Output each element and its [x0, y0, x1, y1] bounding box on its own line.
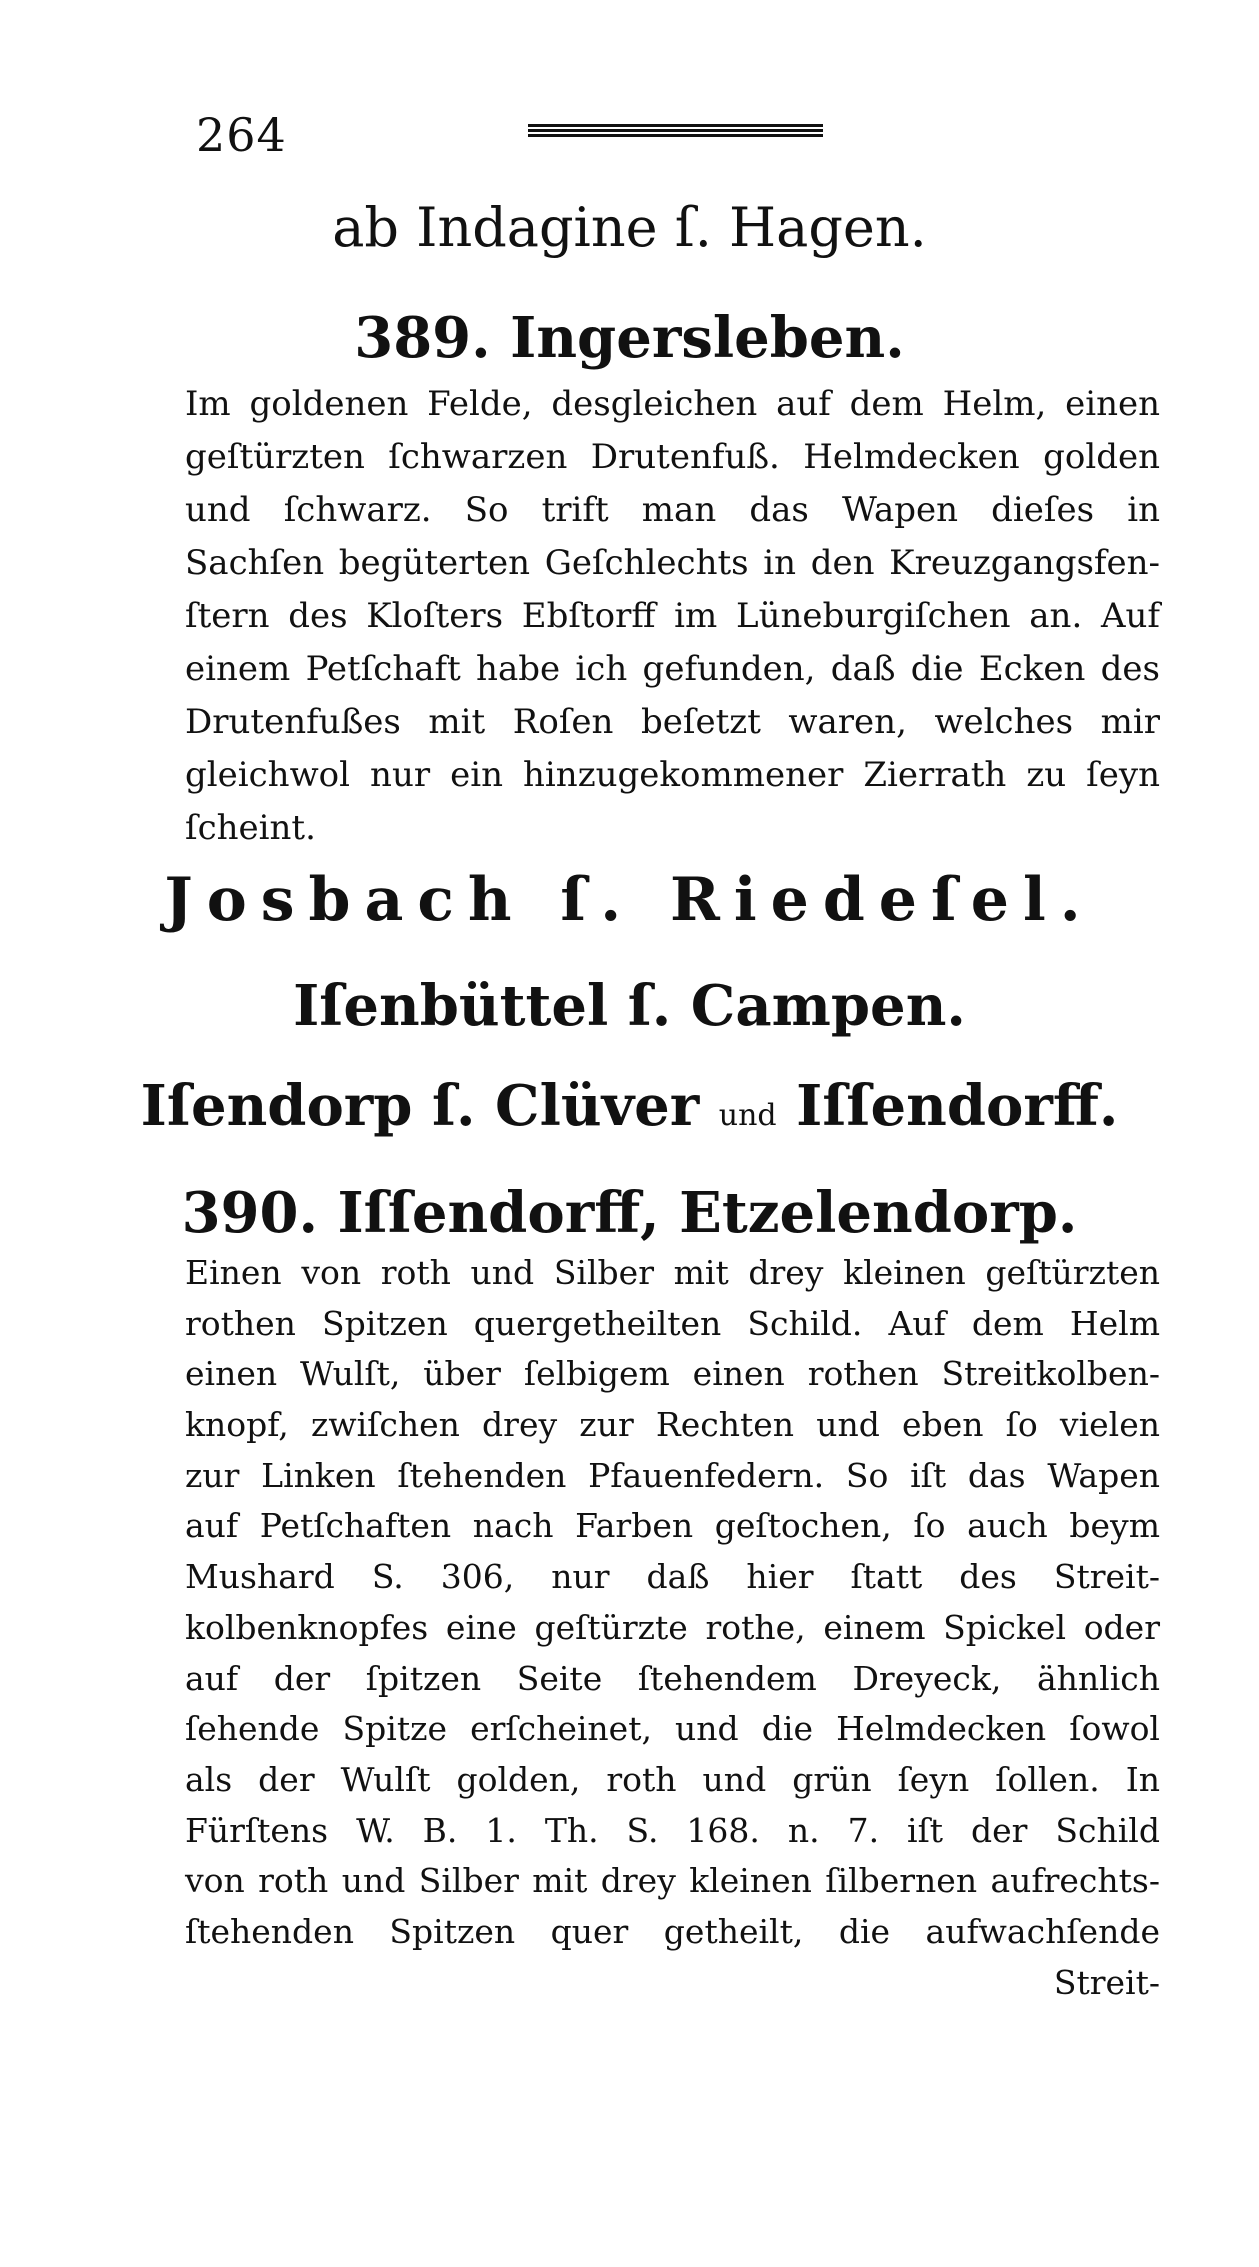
text-line: kolbenknopfes eine geſtürzte rothe, einem Spickel oder — [185, 1607, 1160, 1647]
heading-isendorp — [0, 1073, 1259, 1139]
text-line: einem Petſchaft habe ich gefunden, daß die Ecken des — [185, 649, 1160, 689]
text-line: Im goldenen Felde, desgleichen auf dem Helm, einen — [185, 384, 1160, 424]
text-line: zur Linken ſtehenden Pfauenfedern. So iſt das Wapen — [185, 1455, 1160, 1495]
text-line: ſehende Spitze erſcheinet, und die Helmdecken ſowol — [185, 1709, 1160, 1749]
text-line: gleichwol nur ein hinzugekommener Zierrath zu ſeyn — [185, 755, 1160, 795]
text-line: ſtern des Kloſters Ebſtorff im Lüneburgiſchen an. Auf — [185, 596, 1160, 636]
page-number: 264 — [196, 108, 287, 162]
paragraph-issendorff — [185, 1248, 1160, 2008]
text-line: geſtürzten ſchwarzen Drutenfuß. Helmdecken golden — [185, 437, 1160, 477]
header-rule — [528, 124, 823, 138]
text-line: einen Wulſt, über ſelbigem einen rothen Streitkolben- — [185, 1354, 1160, 1394]
text-line: Sachſen begüterten Geſchlechts in den Kreuzgangsfen- — [185, 543, 1160, 583]
text-line: Einen von roth und Silber mit drey kleinen geſtürzten — [185, 1253, 1160, 1292]
text-line: knopf, zwiſchen drey zur Rechten und eben ſo vielen — [185, 1405, 1160, 1445]
heading-isendorp-part: Iſendorp ſ. Clüver — [140, 1073, 700, 1139]
text-line: von roth und Silber mit drey kleinen ſilbernen aufrechts- — [185, 1861, 1160, 1901]
heading-isenbuttel: Iſenbüttel ſ. Campen. — [293, 973, 966, 1039]
heading-isendorp-und: und — [718, 1098, 777, 1133]
heading-ingersleben: 389. Ingersleben. — [354, 305, 905, 371]
paragraph-ingersleben — [185, 378, 1160, 855]
heading-issendorff: 390. Iſſendorff, Etzelendorp. — [181, 1180, 1078, 1246]
catchword: Streit- — [1053, 1962, 1160, 2002]
text-line: rothen Spitzen quergetheilten Schild. Auf dem Helm — [185, 1303, 1160, 1343]
text-line: Mushard S. 306, nur daß hier ſtatt des Streit- — [185, 1557, 1160, 1597]
text-line: als der Wulſt golden, roth und grün ſeyn ſollen. In — [185, 1759, 1160, 1799]
text-line: Drutenfußes mit Roſen beſetzt waren, welches mir — [185, 702, 1160, 742]
text-line: auf der ſpitzen Seite ſtehendem Dreyeck, ähnlich — [185, 1658, 1160, 1698]
text-line: ſtehenden Spitzen quer getheilt, die aufwachſende — [185, 1911, 1160, 1951]
heading-josbach: Josbach ſ. Riedeſel. — [164, 865, 1095, 935]
heading-isendorp-part: Iſſendorff. — [796, 1073, 1119, 1139]
text-line: ſcheint. — [185, 808, 316, 848]
text-line: Fürſtens W. B. 1. Th. S. 168. n. 7. iſt der Schild — [185, 1810, 1160, 1850]
heading-ab-indagine: ab Indagine ſ. Hagen. — [332, 196, 927, 259]
text-line: und ſchwarz. So trift man das Wapen dieſes in — [185, 490, 1160, 530]
text-line: auf Petſchaften nach Farben geſtochen, ſo auch beym — [185, 1506, 1160, 1546]
